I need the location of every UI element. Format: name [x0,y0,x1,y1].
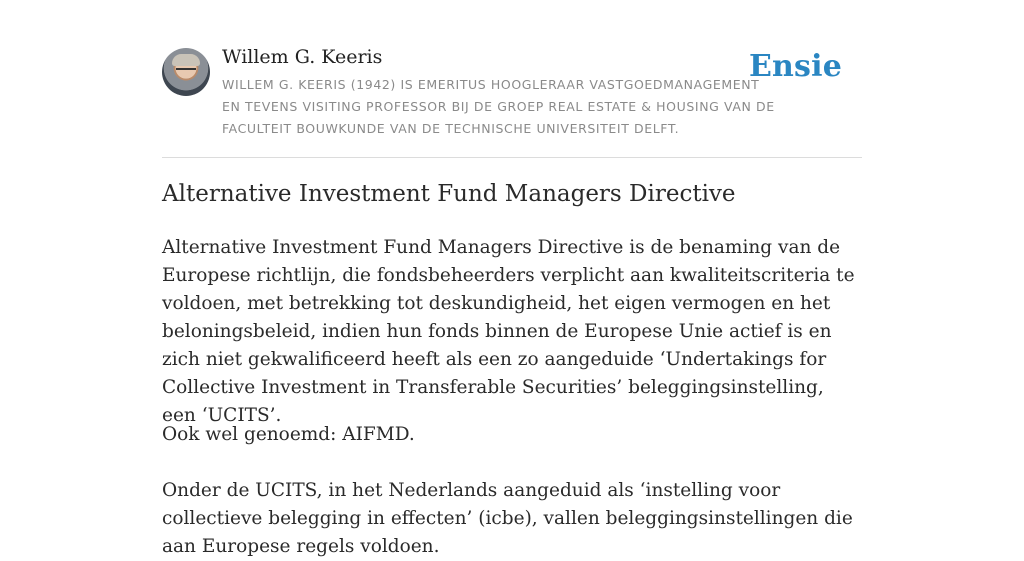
avatar-glasses [176,68,196,74]
article-title: Alternative Investment Fund Managers Directive [162,181,736,207]
author-bio: WILLEM G. KEERIS (1942) IS EMERITUS HOOGLERAAR VASTGOEDMANAGEMENT EN TEVENS VISITING PROFESSOR BIJ DE GROEP REAL ESTATE & HOUSING VAN DE FACULTEIT BOUWKUNDE VAN DE TECHNISCHE UNIVERSITEIT DELFT. [222,77,775,136]
ensie-logo[interactable]: Ensie [748,49,842,84]
author-header [162,44,862,158]
avatar-hair [172,54,200,66]
article-paragraph-alias: Ook wel genoemd: AIFMD. [162,424,415,445]
author-name[interactable]: Willem G. Keeris [222,46,383,68]
article-paragraph-definition: Alternative Investment Fund Managers Directive is de benaming van de Europese richtlijn, die fondsbeheerders verplicht aan kwaliteitscriteria te voldoen, met betrekking tot deskundigheid, het eigen vermogen en het beloningsbeleid, indien hun fonds binnen de Europese Unie actief is en zich niet gekwalificeerd heeft als een zo aangeduide ‘Undertakings for Collective Investment in Transferable Securities’ beleggingsinstelling, een ‘UCITS’. [162,237,855,426]
author-avatar[interactable] [162,48,210,96]
article-paragraph-ucits: Onder de UCITS, in het Nederlands aangeduid als ‘instelling voor collectieve belegging in effecten’ (icbe), vallen beleggingsinstellingen die aan Europese regels voldoen. [162,480,853,557]
